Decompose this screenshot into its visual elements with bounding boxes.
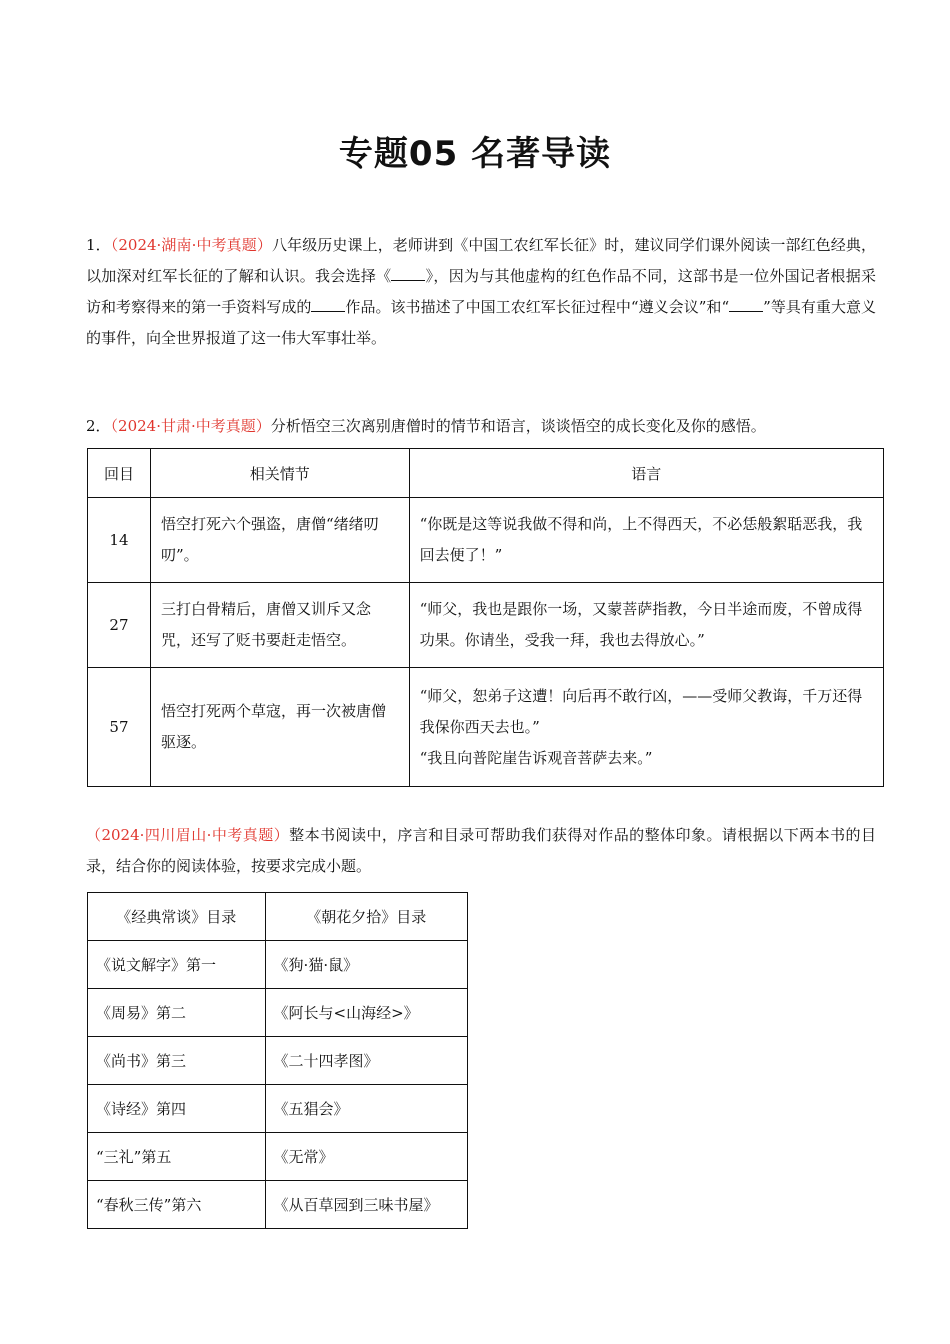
question-3-source: （2024·四川眉山·中考真题） bbox=[86, 826, 290, 844]
table-cell: “春秋三传”第六 bbox=[88, 1181, 266, 1229]
question-2-source: （2024·甘肃·中考真题） bbox=[110, 417, 271, 435]
table-cell: “三礼”第五 bbox=[88, 1133, 266, 1181]
table-header: 《朝花夕拾》目录 bbox=[265, 893, 467, 941]
table-cell: 《说文解字》第一 bbox=[88, 941, 266, 989]
page-title: 专题05 名著导读 bbox=[338, 134, 612, 174]
table-row bbox=[88, 989, 468, 1037]
table-row bbox=[88, 498, 884, 583]
table-row bbox=[88, 1133, 468, 1181]
table-header: 语言 bbox=[409, 449, 883, 498]
table-row bbox=[88, 583, 884, 668]
speech-cell bbox=[409, 498, 883, 583]
table-header: 《经典常谈》目录 bbox=[88, 893, 266, 941]
table-cell: 《从百草园到三味书屋》 bbox=[265, 1181, 467, 1229]
question-1-text-b: 》，因为与其他虚构的红色作品不同，这部书是一位外国记者根据采访和考察得来的第一手资料写成的 bbox=[86, 267, 876, 316]
question-1-number: 1． bbox=[86, 236, 111, 254]
speech-line: “师父，我也是跟你一场，又蒙菩萨指教，今日半途而废，不曾成得功果。你请坐，受我一拜，我也去得放心。” bbox=[419, 600, 863, 649]
question-1-text-a: 八年级历史课上，老师讲到《中国工农红军长征》时，建议同学们课外阅读一部红色经典，以加深对红军长征的了解和认识。我会选择《 bbox=[86, 236, 876, 285]
table-cell: 《五猖会》 bbox=[265, 1085, 467, 1133]
question-3-text: 整本书阅读中，序言和目录可帮助我们获得对作品的整体印象。请根据以下两本书的目录，结合你的阅读体验，按要求完成小题。 bbox=[86, 826, 876, 875]
question-1-text-d: ”等具有重大意义的事件，向全世界报道了这一伟大军事壮举。 bbox=[86, 298, 876, 347]
speech-line: “师父，恕弟子这遭！向后再不敢行凶，——受师父教诲，千万还得我保你西天去也。” bbox=[419, 686, 863, 736]
speech-line: “你既是这等说我做不得和尚，上不得西天，不必恁般絮聒恶我，我回去便了！” bbox=[419, 515, 863, 564]
journey-west-table bbox=[87, 448, 884, 787]
table-header-row bbox=[88, 893, 468, 941]
chapter-cell: 14 bbox=[88, 498, 151, 583]
speech-cell bbox=[409, 668, 883, 787]
answer-blank-1[interactable] bbox=[391, 265, 425, 281]
question-2 bbox=[86, 411, 876, 442]
table-row bbox=[88, 1181, 468, 1229]
table-row bbox=[88, 668, 884, 787]
plot-cell: 悟空打死两个草寇，再一次被唐僧驱逐。 bbox=[150, 668, 409, 787]
table-row bbox=[88, 1085, 468, 1133]
question-1 bbox=[86, 230, 876, 354]
table-cell: 《诗经》第四 bbox=[88, 1085, 266, 1133]
question-1-source: （2024·湖南·中考真题） bbox=[110, 236, 272, 254]
speech-cell bbox=[409, 583, 883, 668]
question-2-text: 分析悟空三次离别唐僧时的情节和语言，谈谈悟空的成长变化及你的感悟。 bbox=[270, 417, 766, 435]
table-header-row bbox=[88, 449, 884, 498]
plot-cell: 悟空打死六个强盗，唐僧“绪绪叨叨”。 bbox=[150, 498, 409, 583]
table-cell: 《二十四孝图》 bbox=[265, 1037, 467, 1085]
table-cell: 《无常》 bbox=[265, 1133, 467, 1181]
table-cell: 《阿长与<山海经>》 bbox=[265, 989, 467, 1037]
speech-line: “我且向普陀崖告诉观音菩萨去来。” bbox=[419, 748, 653, 767]
table-row bbox=[88, 941, 468, 989]
table-cell: 《狗·猫·鼠》 bbox=[265, 941, 467, 989]
book-contents-table bbox=[87, 892, 468, 1229]
chapter-cell: 57 bbox=[88, 668, 151, 787]
table-cell: 《周易》第二 bbox=[88, 989, 266, 1037]
question-1-text-c: 作品。该书描述了中国工农红军长征过程中“遵义会议”和“ bbox=[345, 298, 730, 316]
plot-cell: 三打白骨精后，唐僧又训斥又念咒，还写了贬书要赶走悟空。 bbox=[150, 583, 409, 668]
table-header: 回目 bbox=[88, 449, 151, 498]
table-cell: 《尚书》第三 bbox=[88, 1037, 266, 1085]
table-row bbox=[88, 1037, 468, 1085]
answer-blank-2[interactable] bbox=[311, 296, 345, 312]
answer-blank-3[interactable] bbox=[729, 296, 763, 312]
chapter-cell: 27 bbox=[88, 583, 151, 668]
table-header: 相关情节 bbox=[150, 449, 409, 498]
question-3 bbox=[86, 820, 876, 882]
question-2-number: 2． bbox=[86, 417, 111, 435]
